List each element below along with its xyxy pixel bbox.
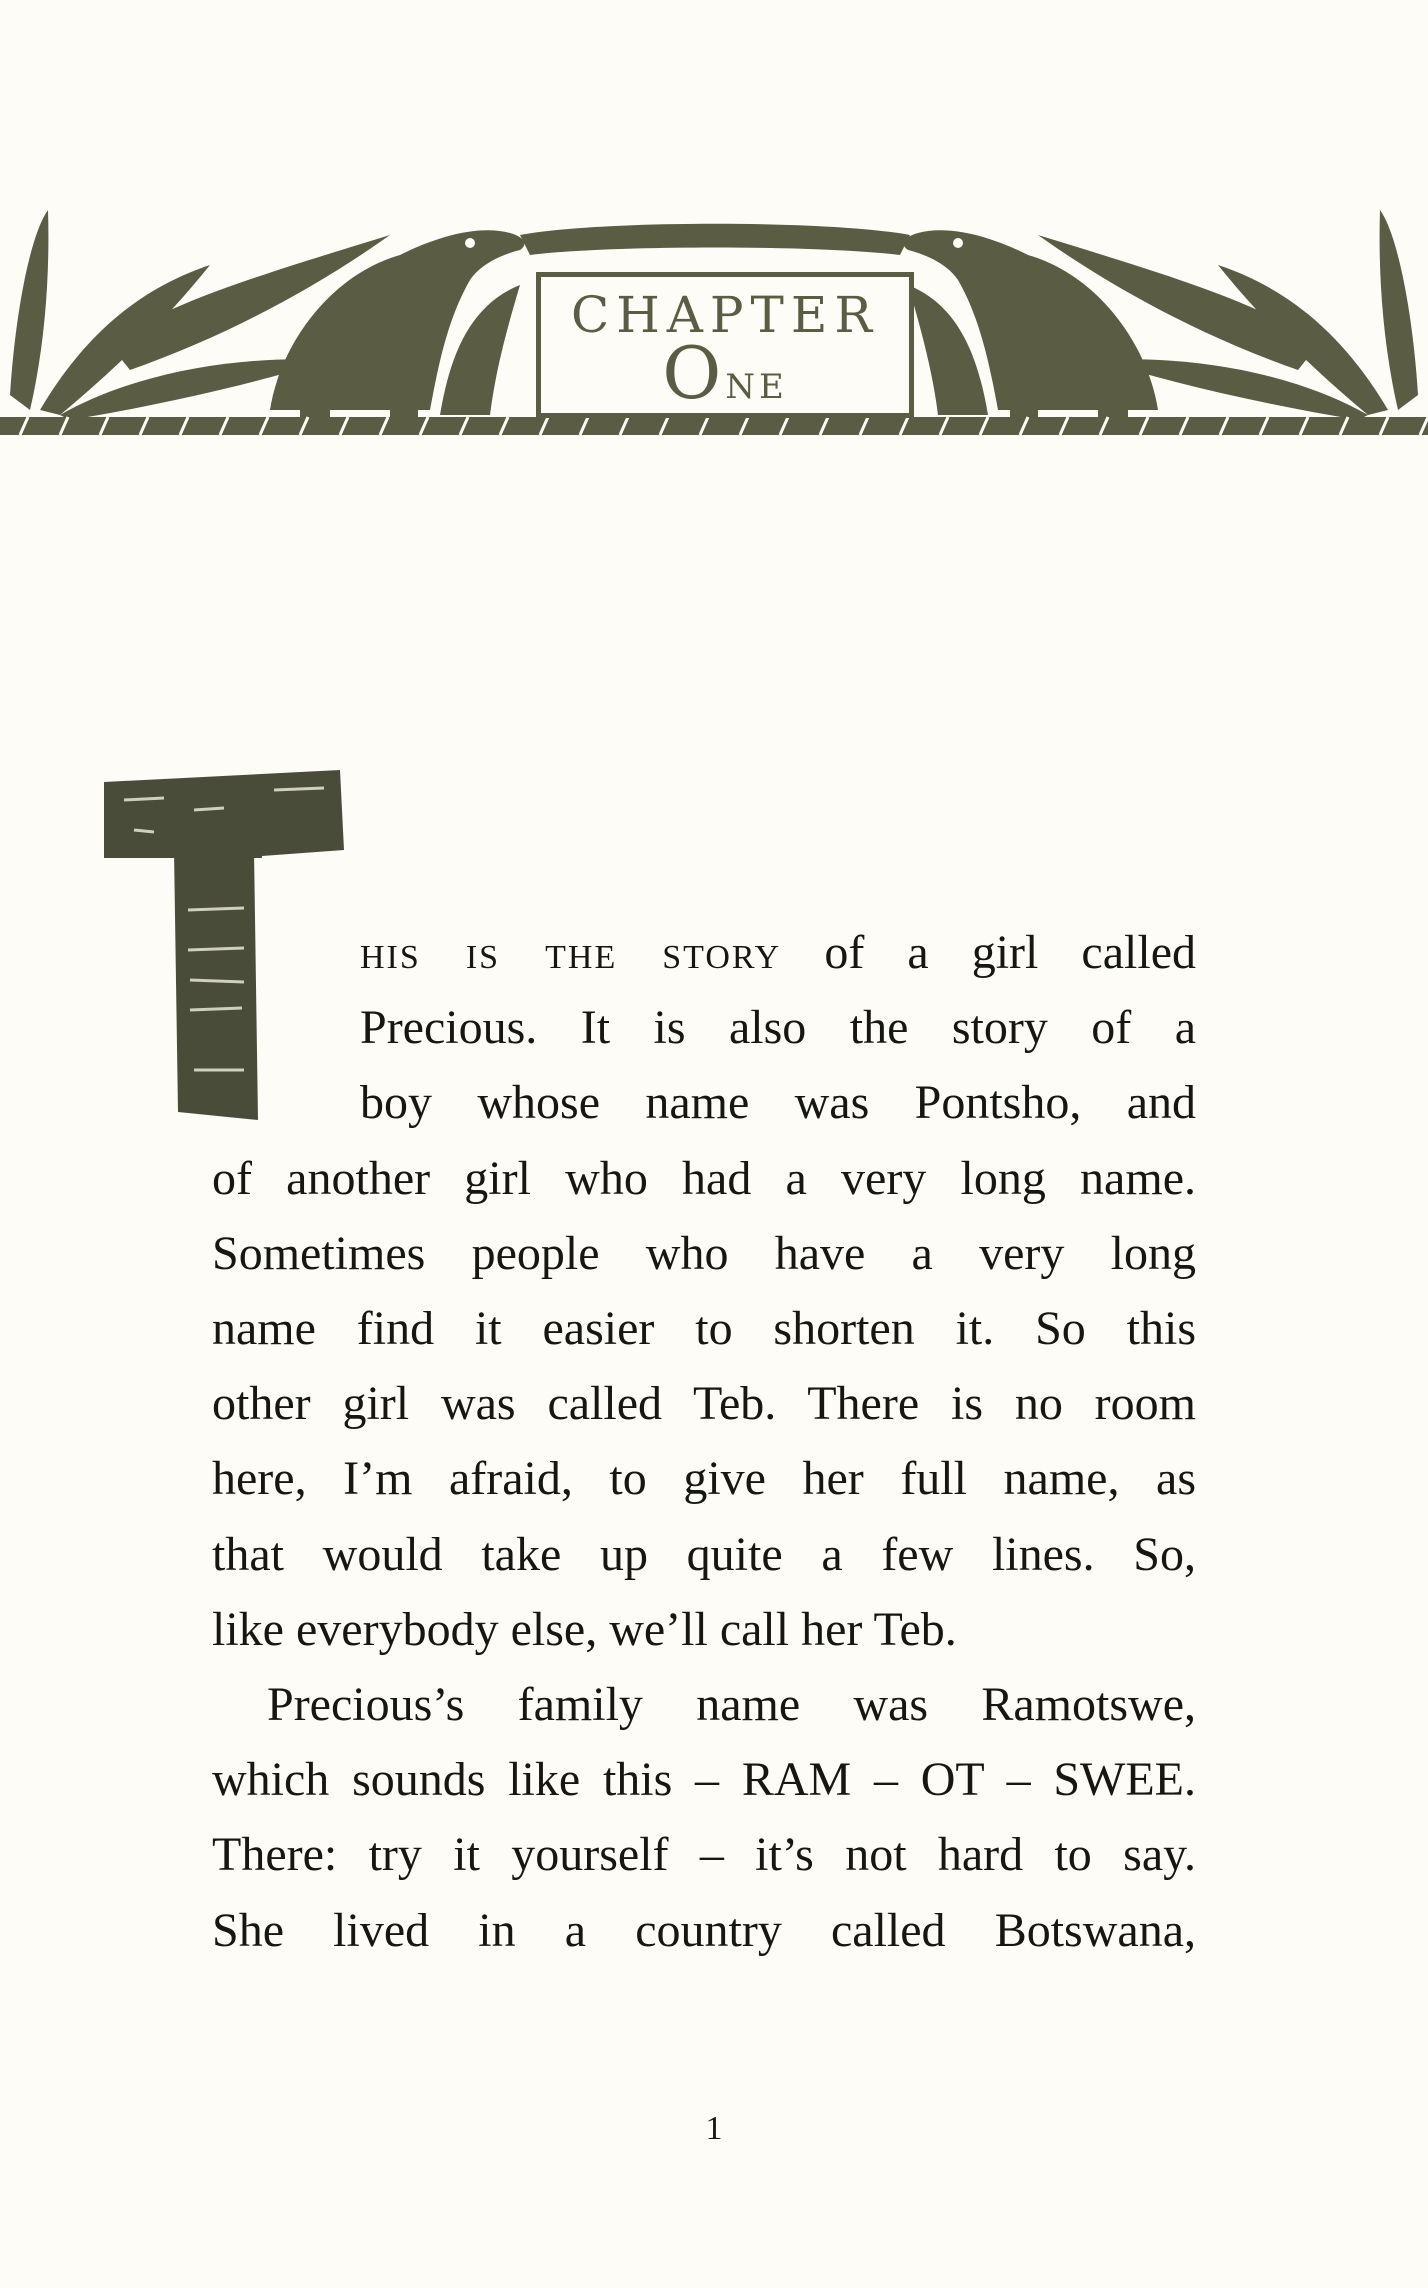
right-animal-eye (953, 238, 963, 248)
chapter-number: One (662, 331, 788, 415)
text-line-12: which sounds like this – RAM – OT – SWEE. (212, 1753, 1196, 1807)
body-text (212, 915, 1196, 1968)
right-animal-paw (1098, 395, 1128, 417)
page-number: 1 (705, 2110, 723, 2147)
right-animal-leg (1010, 390, 1038, 417)
chapter-title-box (536, 272, 914, 418)
text-line-14: She lived in a country called Botswana, (212, 1903, 1196, 1957)
text-line-9: that would take up quite a few lines. So, (212, 1527, 1196, 1581)
leaf-left-tall (10, 210, 48, 410)
text-line-1 (212, 915, 1196, 990)
text-line-4: of another girl who had a very long name. (212, 1151, 1196, 1205)
text-line-8: here, I’m afraid, to give her full name, as (212, 1452, 1196, 1506)
text-line-6: name find it easier to shorten it. So this (212, 1302, 1196, 1356)
text-line-10: like everybody else, we’ll call her Teb. (212, 1602, 957, 1656)
left-animal-eye (465, 238, 475, 248)
opening-small-caps: his is the story (360, 926, 782, 979)
left-animal-leg (390, 390, 418, 417)
grass-strip (0, 417, 1428, 435)
left-animal-paw (300, 395, 330, 417)
text-line-5: Sometimes people who have a very long (212, 1226, 1196, 1280)
text-line-7: other girl was called Teb. There is no room (212, 1377, 1196, 1431)
text-line-11: Precious’s family name was Ramotswe, (267, 1678, 1196, 1732)
text-line-3: boy whose name was Pontsho, and (360, 1076, 1196, 1130)
text-line-2: Precious. It is also the story of a (360, 1001, 1196, 1055)
chapter-label: CHAPTER (570, 286, 880, 344)
text-line-1-rest: of a girl called (824, 926, 1197, 979)
leaf-right-tall (1380, 210, 1418, 410)
box-top-ornament (520, 224, 910, 255)
text-line-13: There: try it yourself – it’s not hard to say. (212, 1828, 1196, 1882)
